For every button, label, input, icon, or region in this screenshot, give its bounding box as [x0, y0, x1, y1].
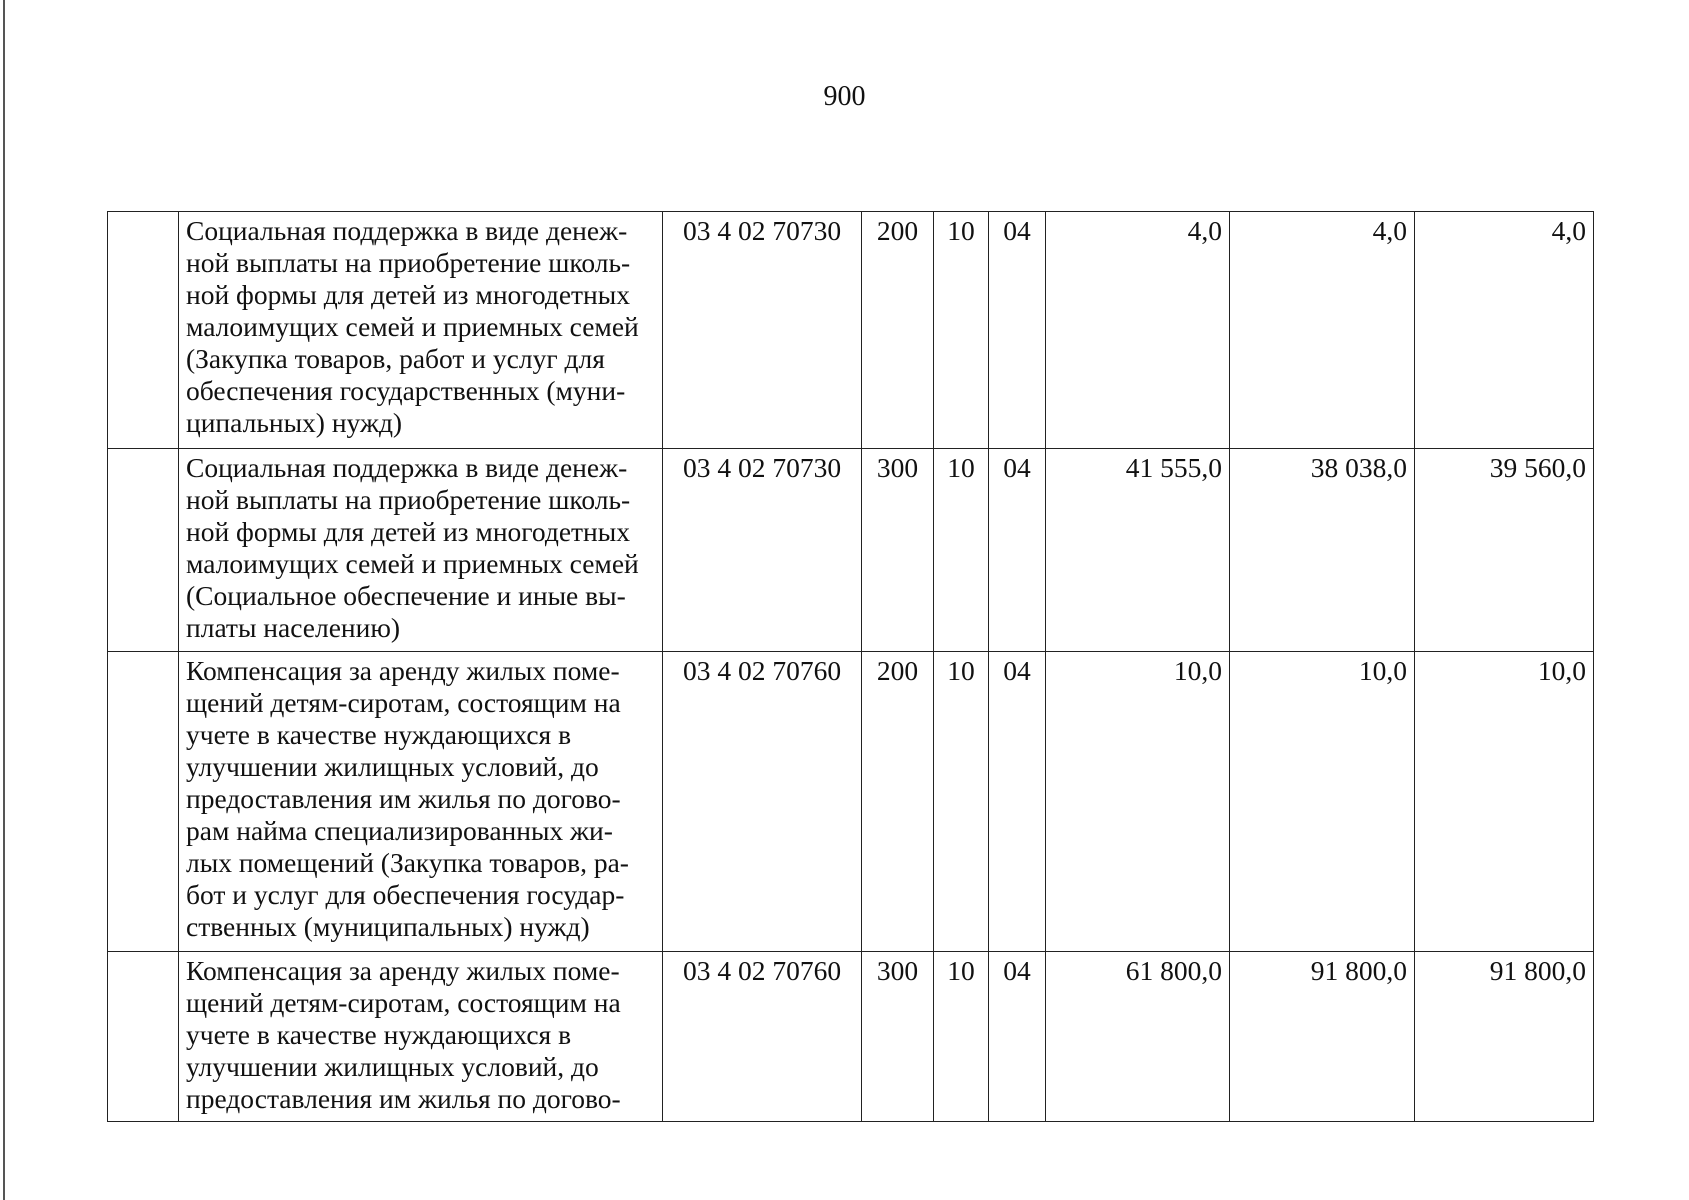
- amount-3-cell: 91 800,0: [1415, 952, 1594, 1122]
- row-number-cell: [108, 952, 179, 1122]
- amount-1-cell: 4,0: [1046, 212, 1230, 449]
- description-cell: [179, 212, 663, 449]
- description-line: рам найма специализированных жи-: [186, 815, 613, 846]
- amount-2-cell: 10,0: [1230, 652, 1415, 952]
- amount-2-cell: 4,0: [1230, 212, 1415, 449]
- description-line: платы населению): [186, 612, 401, 643]
- description-cell: [179, 652, 663, 952]
- amount-1-cell: 61 800,0: [1046, 952, 1230, 1122]
- description-cell: [179, 952, 663, 1122]
- amount-3-cell: 4,0: [1415, 212, 1594, 449]
- description-line: Социальная поддержка в виде денеж-: [186, 452, 628, 483]
- amount-2-cell: 38 038,0: [1230, 449, 1415, 652]
- section-cell: 10: [934, 952, 989, 1122]
- budget-table: [107, 211, 1594, 1122]
- subsection-cell: 04: [989, 449, 1046, 652]
- target-code-cell: 03 4 02 70730: [663, 449, 862, 652]
- description-line: лых помещений (Закупка товаров, ра-: [186, 847, 629, 878]
- description-line: ственных (муниципальных) нужд): [186, 911, 590, 942]
- subsection-cell: 04: [989, 652, 1046, 952]
- description-line: щений детям-сиротам, состоящим на: [186, 687, 621, 718]
- section-cell: 10: [934, 449, 989, 652]
- row-number-cell: [108, 212, 179, 449]
- description-line: ной формы для детей из многодетных: [186, 279, 631, 310]
- description-cell: [179, 449, 663, 652]
- description-line: обеспечения государственных (муни-: [186, 375, 626, 406]
- description-line: Компенсация за аренду жилых поме-: [186, 955, 620, 986]
- description-line: ной выплаты на приобретение школь-: [186, 247, 631, 278]
- section-cell: 10: [934, 212, 989, 449]
- target-code-cell: 03 4 02 70760: [663, 652, 862, 952]
- amount-3-cell: 39 560,0: [1415, 449, 1594, 652]
- subsection-cell: 04: [989, 212, 1046, 449]
- description-line: (Закупка товаров, работ и услуг для: [186, 343, 605, 374]
- amount-1-cell: 41 555,0: [1046, 449, 1230, 652]
- description-line: Социальная поддержка в виде денеж-: [186, 215, 628, 246]
- scan-edge-line: [3, 0, 5, 1200]
- table-body: [108, 212, 1594, 1122]
- description-line: учете в качестве нуждающихся в: [186, 719, 572, 750]
- description-line: бот и услуг для обеспечения государ-: [186, 879, 625, 910]
- expense-type-cell: 200: [862, 212, 934, 449]
- description-line: ной выплаты на приобретение школь-: [186, 484, 631, 515]
- subsection-cell: 04: [989, 952, 1046, 1122]
- description-line: ной формы для детей из многодетных: [186, 516, 631, 547]
- description-line: учете в качестве нуждающихся в: [186, 1019, 572, 1050]
- description-line: предоставления им жилья по догово-: [186, 1083, 621, 1114]
- table-row: [108, 449, 1594, 652]
- page-number: 900: [823, 81, 866, 112]
- row-number-cell: [108, 652, 179, 952]
- description-line: Компенсация за аренду жилых поме-: [186, 655, 620, 686]
- expense-type-cell: 200: [862, 652, 934, 952]
- table-row: [108, 652, 1594, 952]
- amount-1-cell: 10,0: [1046, 652, 1230, 952]
- target-code-cell: 03 4 02 70730: [663, 212, 862, 449]
- description-line: улучшении жилищных условий, до: [186, 751, 599, 782]
- target-code-cell: 03 4 02 70760: [663, 952, 862, 1122]
- amount-2-cell: 91 800,0: [1230, 952, 1415, 1122]
- expense-type-cell: 300: [862, 449, 934, 652]
- table-row: [108, 212, 1594, 449]
- description-line: малоимущих семей и приемных семей: [186, 548, 639, 579]
- description-line: щений детям-сиротам, состоящим на: [186, 987, 621, 1018]
- expense-type-cell: 300: [862, 952, 934, 1122]
- section-cell: 10: [934, 652, 989, 952]
- description-line: предоставления им жилья по догово-: [186, 783, 621, 814]
- description-line: малоимущих семей и приемных семей: [186, 311, 639, 342]
- description-line: (Социальное обеспечение и иные вы-: [186, 580, 626, 611]
- description-line: ципальных) нужд): [186, 407, 403, 438]
- row-number-cell: [108, 449, 179, 652]
- amount-3-cell: 10,0: [1415, 652, 1594, 952]
- table-row: [108, 952, 1594, 1122]
- description-line: улучшении жилищных условий, до: [186, 1051, 599, 1082]
